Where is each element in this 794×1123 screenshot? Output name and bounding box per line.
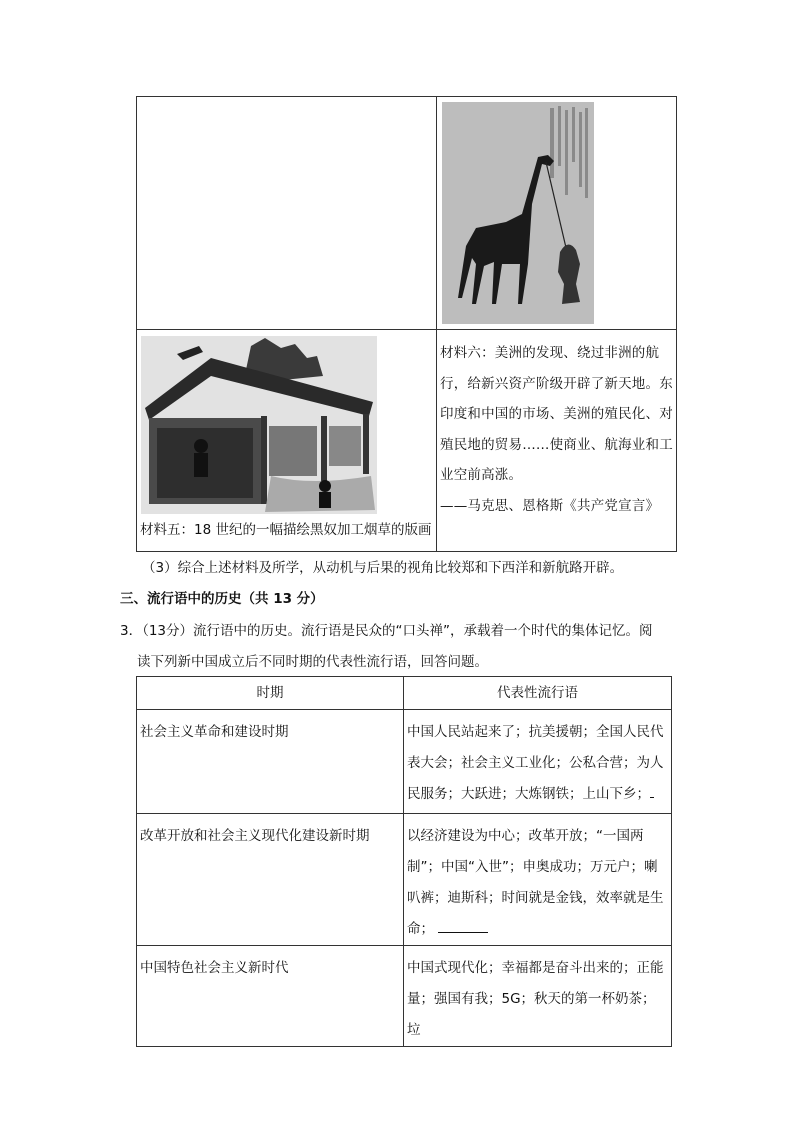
materials-table (136, 96, 677, 552)
question-stem-line1: 3．（13分）流行语中的历史。流行语是民众的“口头禅”，承载着一个时代的集体记忆。阅 (120, 623, 653, 639)
material6-text: 材料六：美洲的发现、绕过非洲的航行，给新兴资产阶级开辟了新天地。东印度和中国的市场、美洲的殖民化、对殖民地的贸易……使商业、航海业和工业空前高涨。 (440, 345, 673, 483)
header-slogans: 代表性流行语 (404, 677, 672, 710)
table-row (137, 710, 672, 814)
slogans-text: 中国人民站起来了；抗美援朝；全国人民代表大会；社会主义工业化；公私合营；为人民服务；大跃进；大炼钢铁；上山下乡； (407, 724, 664, 802)
giraffe-cell (437, 97, 677, 330)
giraffe-painting-image (442, 102, 594, 324)
slogans-cell (404, 710, 672, 814)
period-cell: 改革开放和社会主义现代化建设新时期 (137, 814, 404, 946)
slogan-table (136, 676, 672, 1047)
table-row (137, 814, 672, 946)
answer-blank (650, 785, 654, 798)
section-title: 三、流行语中的历史（共 13 分） (120, 591, 324, 607)
material6-block (440, 338, 676, 521)
question-stem-line2: 读下列新中国成立后不同时期的代表性流行语，回答问题。 (137, 654, 488, 670)
material5-cell (137, 330, 437, 552)
empty-cell (137, 97, 437, 330)
question3-subquestion: （3）综合上述材料及所学，从动机与后果的视角比较郑和下西洋和新航路开辟。 (142, 560, 624, 576)
answer-blank (438, 918, 488, 933)
header-period: 时期 (137, 677, 404, 710)
material5-caption: 材料五：18 世纪的一幅描绘黑奴加工烟草的版画 (140, 522, 432, 538)
period-cell: 中国特色社会主义新时代 (137, 946, 404, 1047)
table-row (137, 946, 672, 1047)
period-cell: 社会主义革命和建设时期 (137, 710, 404, 814)
material6-source: ——马克思、恩格斯《共产党宣言》 (440, 497, 660, 514)
tobacco-engraving-image (141, 336, 377, 514)
slogans-cell: 中国式现代化；幸福都是奋斗出来的；正能量；强国有我；5G；秋天的第一杯奶茶；垃 (404, 946, 672, 1047)
slogans-cell (404, 814, 672, 946)
slogans-text: 以经济建设为中心；改革开放；“一国两制”；中国“入世”；申奥成功；万元户；喇叭裤；迪斯科；时间就是金钱，效率就是生命； (407, 828, 664, 937)
material6-cell (437, 330, 677, 552)
